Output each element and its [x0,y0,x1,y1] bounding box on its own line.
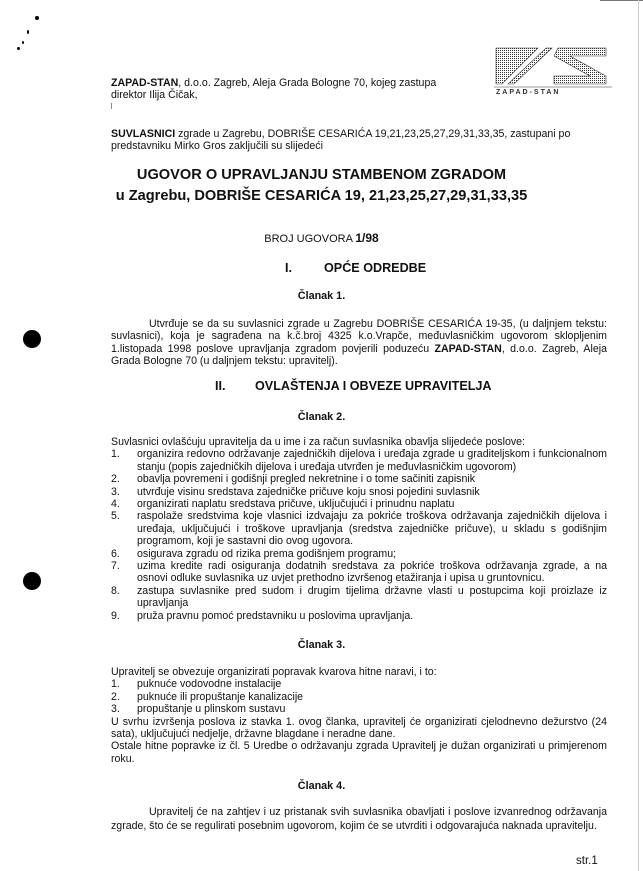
duties-list [111,448,607,622]
co-owners-label: SUVLASNICI [111,128,176,140]
list-item-text: pruža pravnu pomoć predstavniku u poslovima upravljanja. [137,609,414,622]
list-item-text: obavlja povremeni i godišnji pregled nekretnine i o tome sačiniti zapisnik [137,473,476,486]
article-3-intro: Upravitelj se obvezuje organizirati popravak kvarova hitne naravi, i to: [111,666,437,678]
party-suvlasnici [111,128,606,153]
section-1-title: OPĆE ODREDBE [324,261,427,275]
list-item-number: 1. [111,448,120,461]
page-number: str.1 [576,855,598,867]
list-item-text: utvrđuje visinu sredstava zajedničke pričuve koju snosi pojedini suvlasnik [137,485,480,498]
scan-speck [17,47,20,50]
article-4-text: Upravitelj će na zahtjev i uz pristanak svih suvlasnika obavljati i poslove izvanrednog održavanja zgrade, što će se regulirati posebnim ugovorom, kojim će se utvrditi i odgovarajuća naknada upravitelju. [111,806,607,832]
list-item-text: propuštanje u plinskom sustavu [137,703,286,716]
list-item-number: 6. [111,547,120,560]
co-owners-details: zgrade u Zagrebu, DOBRIŠE CESARIĆA 19,21,23,25,27,29,31,33,35, zastupani po [175,128,571,140]
list-item [111,610,607,622]
scan-edge-mark [600,0,643,1]
list-item [111,703,607,715]
list-item [111,486,607,498]
section-2-title: OVLAŠTENJA I OBVEZE UPRAVITELJA [255,379,492,393]
scan-speck [27,30,29,34]
list-item-text: puknuće ili propuštanje kanalizacije [137,690,304,703]
company-logo [494,44,612,100]
list-item-number: 3. [111,485,120,498]
contract-number-value: 1/98 [355,231,379,245]
list-item-text: uzima kredite radi osiguranja dodatnih sredstava za pokriće troškova održavanja zgrade, a na osnovi odluke suvlasnika uz uvjet prethodno izvršenog etažiranja i upisa u gruntovnicu. [137,560,607,585]
list-item [111,498,607,510]
company-name: ZAPAD-STAN [111,77,179,89]
list-item [111,560,607,585]
list-item [111,691,607,703]
list-item-text: osigurava zgradu od rizika prema godišnjem programu; [137,547,397,560]
list-item-text: zastupa suvlasnike pred sudom i drugim tijelima državne vlasti u postupcima koji proizlaze iz upravljanja [137,584,607,610]
contract-title [0,165,643,207]
article-1-heading: Članak 1. [297,290,346,302]
list-item-number: 2. [111,690,120,703]
logo-caption: ZAPAD-STAN [496,89,561,96]
list-item [111,473,607,485]
list-item-number: 8. [111,584,120,597]
scan-edge-mark [638,0,639,871]
section-2-numeral: II. [215,379,226,393]
list-item [111,585,607,610]
punch-hole [23,572,41,590]
article-4-heading: Članak 4. [297,780,346,792]
list-item-number: 4. [111,498,120,511]
section-1-numeral: I. [285,261,292,275]
list-item-number: 1. [111,678,120,691]
list-item [111,678,607,690]
article-3-para-b: Ostale hitne popravke iz čl. 5 Uredbe o održavanju zgrada Upravitelj je dužan organizirati u primjerenom roku. [111,740,607,765]
party-upravitelj [111,77,491,102]
list-item-text: puknuće vodovodne instalacije [137,678,282,691]
co-owners-line2: predstavniku Mirko Gros zaključili su slijedeći [111,140,323,153]
list-item-text: raspolaže sredstvima koje vlasnici izdvajaju za pokriće troškova održavanja zajedničkih dijelova i uređaja, uključujući i troškove upravljanja (sredstva zajedničke pričuve), u skladu s godišnjim programom, koji je sastavni dio ovog ugovora. [137,510,607,548]
scan-speck [22,41,24,44]
list-item-text: organizira redovno održavanje zajedničkih dijelova i uređaja zgrade u graditeljskom i funkcionalnom stanju (popis zajedničkih dijelova i uređaja utvrđen je međuvlasničkim ugovorom) [137,448,607,473]
article-3-body [111,666,607,765]
director-line: direktor Ilija Čičak, [111,89,198,102]
list-item-text: organizirati naplatu sredstava pričuve, uključujući i prinudnu naplatu [137,498,455,511]
contract-number-label: BROJ UGOVORA [264,233,356,245]
list-item [111,510,607,547]
article-2-intro: Suvlasnici ovlašćuju upravitelja da u ime i za račun suvlasnika obavlja slijedeće poslove: [111,436,525,448]
list-item-number: 7. [111,560,120,573]
scan-tick [111,103,112,109]
title-line2: u Zagrebu, DOBRIŠE CESARIĆA 19, 21,23,25,27,29,31,33,35 [115,188,528,204]
list-item-number: 2. [111,473,120,486]
article-2-heading: Članak 2. [297,411,346,423]
punch-hole [23,330,41,348]
article-2-body [111,436,607,622]
list-item-number: 3. [111,703,120,716]
company-details: , d.o.o. Zagreb, Aleja Grada Bologne 70, kojeg zastupa [178,77,437,89]
contract-number [0,232,643,245]
article-3-para-a: U svrhu izvršenja poslova iz stavka 1. ovog članka, upravitelj će organizirati cjelodnevno dežurstvo (24 sata), uključujući nedjelje, državne blagdane i neradne dane. [111,715,607,741]
scan-speck [35,16,39,20]
list-item [111,448,607,473]
article-1-text: Utvrđuje se da su suvlasnici zgrade u Zagrebu DOBRIŠE CESARIĆA 19-35, (u daljnjem tekstu: suvlasnici), koja je sagrađena na k.č.broj 4325 k.o.Vrapče, međuvlasničkim ugovorom sklopljenim 1.listopada 1998 poslove upravljanja zgradom povjerili poduzeću ZAPAD-STAN, d.o.o. Zagreb, Aleja Grada Bologne 70 (u daljnjem tekstu: upravitelj). [111,318,607,368]
list-item [111,548,607,560]
urgent-repairs-list [111,678,607,715]
title-line1: UGOVOR O UPRAVLJANJU STAMBENOM ZGRADOM [136,167,507,183]
list-item-number: 9. [111,609,120,622]
list-item-number: 5. [111,510,120,523]
article-3-heading: Članak 3. [297,639,346,651]
